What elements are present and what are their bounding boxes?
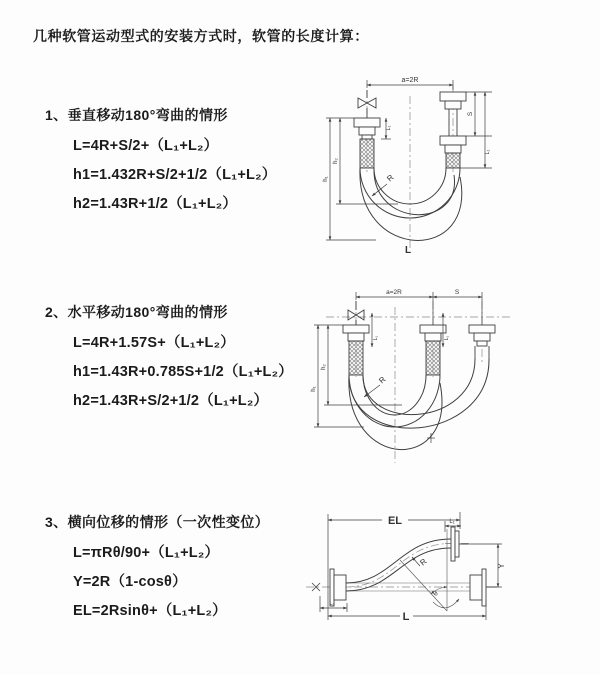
angle-label: θ xyxy=(432,590,440,598)
dim-label-y: Y xyxy=(497,563,506,569)
section-1-formula-L: L=4R+S/2+（L₁+L₂） xyxy=(73,138,219,154)
section-1-heading: 1、垂直移动180°弯曲的情形 xyxy=(45,107,228,123)
dim-label-a2r: a=2R xyxy=(386,289,402,296)
dim-label-l1-b: L₁ xyxy=(444,335,450,341)
middle-pipe-fitting xyxy=(420,325,446,375)
section-3-formula-Y: Y=2R（1-cosθ） xyxy=(73,574,187,590)
section-3-formula-L: L=πRθ/90+（L₁+L₂） xyxy=(73,545,220,561)
section-3-heading: 3、横向位移的情形（一次性变位） xyxy=(45,514,270,530)
section-1-formula-h1: h1=1.432R+S/2+1/2（L₁+L₂） xyxy=(73,167,277,183)
diagram-horizontal-180-bend xyxy=(306,285,598,475)
braid-section xyxy=(426,341,440,375)
displaced-right-flange xyxy=(470,569,497,606)
braid-section xyxy=(446,153,460,168)
radius-label: R xyxy=(418,556,429,568)
left-pipe-fitting xyxy=(354,118,380,168)
dim-label-h2: h₂ xyxy=(321,364,327,370)
dim-label-l1-top: L₁ xyxy=(449,519,455,525)
dim-label-el: EL xyxy=(387,515,403,527)
braid-section xyxy=(349,341,363,375)
dim-label-a2r: a=2R xyxy=(401,77,419,84)
dim-label-s: S xyxy=(467,111,474,117)
dimension-lines xyxy=(320,512,502,620)
length-label: L xyxy=(404,245,412,256)
dimension-labels xyxy=(329,515,506,623)
section-2-formula-h2: h2=1.43R+S/2+1/2（L₁+L₂） xyxy=(73,393,269,409)
dim-label-l1-left: L₁ xyxy=(386,125,392,131)
left-pipe-fitting xyxy=(343,325,369,375)
diagram-lateral-displacement xyxy=(300,498,600,648)
radius-label: R xyxy=(377,374,388,386)
construction-lines xyxy=(400,529,459,611)
section-2-formula-L: L=4R+1.57S+（L₁+L₂） xyxy=(73,335,235,351)
length-label: L xyxy=(402,611,410,623)
centerlines xyxy=(367,86,453,248)
section-1-formula-h2: h2=1.43R+1/2（L₁+L₂） xyxy=(73,196,238,212)
section-2-heading: 2、水平移动180°弯曲的情形 xyxy=(45,304,228,320)
dim-label-h1: h₁ xyxy=(311,386,317,392)
dimension-lines xyxy=(326,80,492,240)
valve-icon xyxy=(358,90,376,118)
dim-label-l1-a: L₁ xyxy=(373,335,379,341)
dimension-lines xyxy=(314,292,482,443)
dim-label-l1-bottom: L₁ xyxy=(329,601,335,607)
hose-curves xyxy=(349,359,489,450)
dim-label-h1: h₁ xyxy=(323,176,329,182)
page-title: 几种软管运动型式的安装方式时，软管的长度计算： xyxy=(33,28,369,44)
dim-label-l1-right: L₁ xyxy=(485,149,491,155)
dim-label-s: S xyxy=(454,289,460,296)
section-3-formula-EL: EL=2Rsinθ+（L₁+L₂） xyxy=(73,603,227,619)
dim-label-h2: h₂ xyxy=(333,158,339,164)
radius-label: R xyxy=(385,172,396,184)
braid-section xyxy=(360,139,374,168)
section-2-formula-h1: h1=1.43R+0.785S+1/2（L₁+L₂） xyxy=(73,364,293,380)
dimension-labels xyxy=(323,77,491,256)
diagram-vertical-180-bend xyxy=(310,72,590,257)
